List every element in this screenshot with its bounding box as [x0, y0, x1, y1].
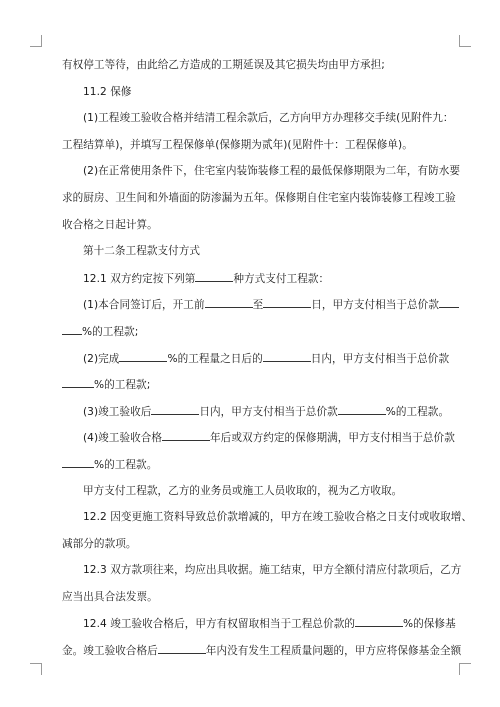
text: 年内没有发生工程质量问题的，甲方应将保修基金全额: [205, 645, 462, 658]
text: 年后或双方约定的保修期满，甲方支付相当于总价款: [210, 432, 455, 445]
text: 12.4 竣工验收合格后，甲方有权留取相当于工程总价款的: [83, 618, 356, 631]
text: %的工程款;: [82, 325, 139, 338]
text: (4)竣工验收合格: [83, 432, 163, 445]
text: 应当出具合法发票。: [62, 590, 158, 603]
text: (2)完成: [83, 352, 120, 365]
fill-in-blank[interactable]: [355, 616, 403, 627]
fill-in-blank[interactable]: [263, 297, 311, 308]
crop-mark-bottom-left: [30, 663, 42, 675]
paragraph-line: [62, 563, 462, 577]
text: 12.1 双方约定按下列第: [83, 272, 196, 285]
text: 至: [252, 299, 264, 312]
paragraph-line: [62, 643, 462, 658]
text: (2)在正常使用条件下，住宅室内装饰装修工程的最低保修期限为二年，有防水要: [83, 165, 461, 178]
fill-in-blank[interactable]: [158, 643, 206, 654]
fill-in-blank[interactable]: [151, 404, 199, 415]
paragraph-line: [62, 138, 442, 152]
text: 日，甲方支付相当于总价款: [311, 299, 439, 312]
paragraph-line: [62, 484, 442, 498]
paragraph-line: [62, 404, 450, 418]
paragraph-line: [62, 590, 442, 604]
document-page-body: [62, 58, 473, 658]
fill-in-blank[interactable]: [205, 297, 253, 308]
article-heading: [62, 244, 442, 258]
text: %的工程量之日后的: [167, 352, 263, 365]
paragraph-line: [62, 58, 442, 72]
fill-in-blank[interactable]: [119, 351, 167, 362]
paragraph-line: [62, 537, 442, 551]
fill-in-blank[interactable]: [162, 430, 210, 441]
text: 甲方支付工程款，乙方的业务员或施工人员收取的，视为乙方收取。: [83, 484, 403, 497]
paragraph-line: [62, 616, 456, 631]
fill-in-blank[interactable]: [62, 324, 82, 335]
section-heading: [62, 85, 442, 99]
text: 日内，甲方支付相当于总价款: [310, 352, 450, 365]
paragraph-line: [62, 324, 442, 338]
text: %的工程款。: [94, 458, 158, 471]
text: 种方式支付工程款：: [233, 272, 330, 285]
paragraph-line: [62, 297, 442, 311]
fill-in-blank[interactable]: [439, 297, 459, 308]
crop-mark-bottom-right: [459, 663, 471, 675]
fill-in-blank[interactable]: [338, 404, 386, 415]
text: %的工程款;: [94, 379, 151, 392]
paragraph-line: [62, 377, 442, 391]
paragraph-line: [62, 164, 461, 178]
text: 有权停工等待，由此给乙方造成的工期延误及其它损失均由甲方承担;: [62, 59, 385, 71]
crop-mark-top-left: [30, 35, 42, 47]
text: 12.3 双方款项往来，均应出具收据。施工结束，甲方全额付清应付款项后，乙方: [83, 564, 462, 577]
text: 金。竣工验收合格后: [62, 645, 158, 658]
text: 求的厨房、卫生间和外墙面的防渗漏为五年。保修期自住宅室内装饰装修工程竣工验: [62, 191, 456, 204]
text: (1)本合同签订后，开工前: [83, 299, 205, 312]
text: (3)竣工验收后: [83, 405, 152, 418]
fill-in-blank[interactable]: [195, 271, 233, 282]
fill-in-blank[interactable]: [263, 351, 311, 362]
crop-mark-top-right: [459, 35, 471, 47]
text: 收合格之日起计算。: [62, 218, 158, 231]
text: 第十二条工程款支付方式: [83, 245, 201, 258]
text: 12.2 因变更施工资料导致总价款增减的，甲方在竣工验收合格之日支付或收取增、: [83, 511, 473, 524]
paragraph-line: [62, 191, 456, 205]
text: %的保修基: [403, 618, 456, 631]
paragraph-line: [62, 351, 450, 365]
text: (1)工程竣工验收合格并结清工程余款后，乙方向甲方办理移交手续(见附件九：: [83, 112, 454, 125]
text: %的工程款。: [385, 405, 450, 418]
paragraph-line: [62, 271, 442, 285]
paragraph-line: [62, 430, 455, 445]
paragraph-line: [62, 510, 473, 524]
fill-in-blank[interactable]: [62, 377, 94, 388]
text: 工程结算单)，并填写工程保修单(保修期为贰年)(见附件十：工程保修单)。: [62, 138, 413, 151]
text: 减部分的款项。: [62, 537, 137, 550]
text: 日内，甲方支付相当于总价款: [199, 405, 338, 418]
paragraph-line: [62, 111, 454, 125]
paragraph-line: [62, 457, 442, 471]
fill-in-blank[interactable]: [62, 457, 94, 468]
text: 11.2 保修: [83, 85, 132, 98]
paragraph-line: [62, 218, 442, 232]
